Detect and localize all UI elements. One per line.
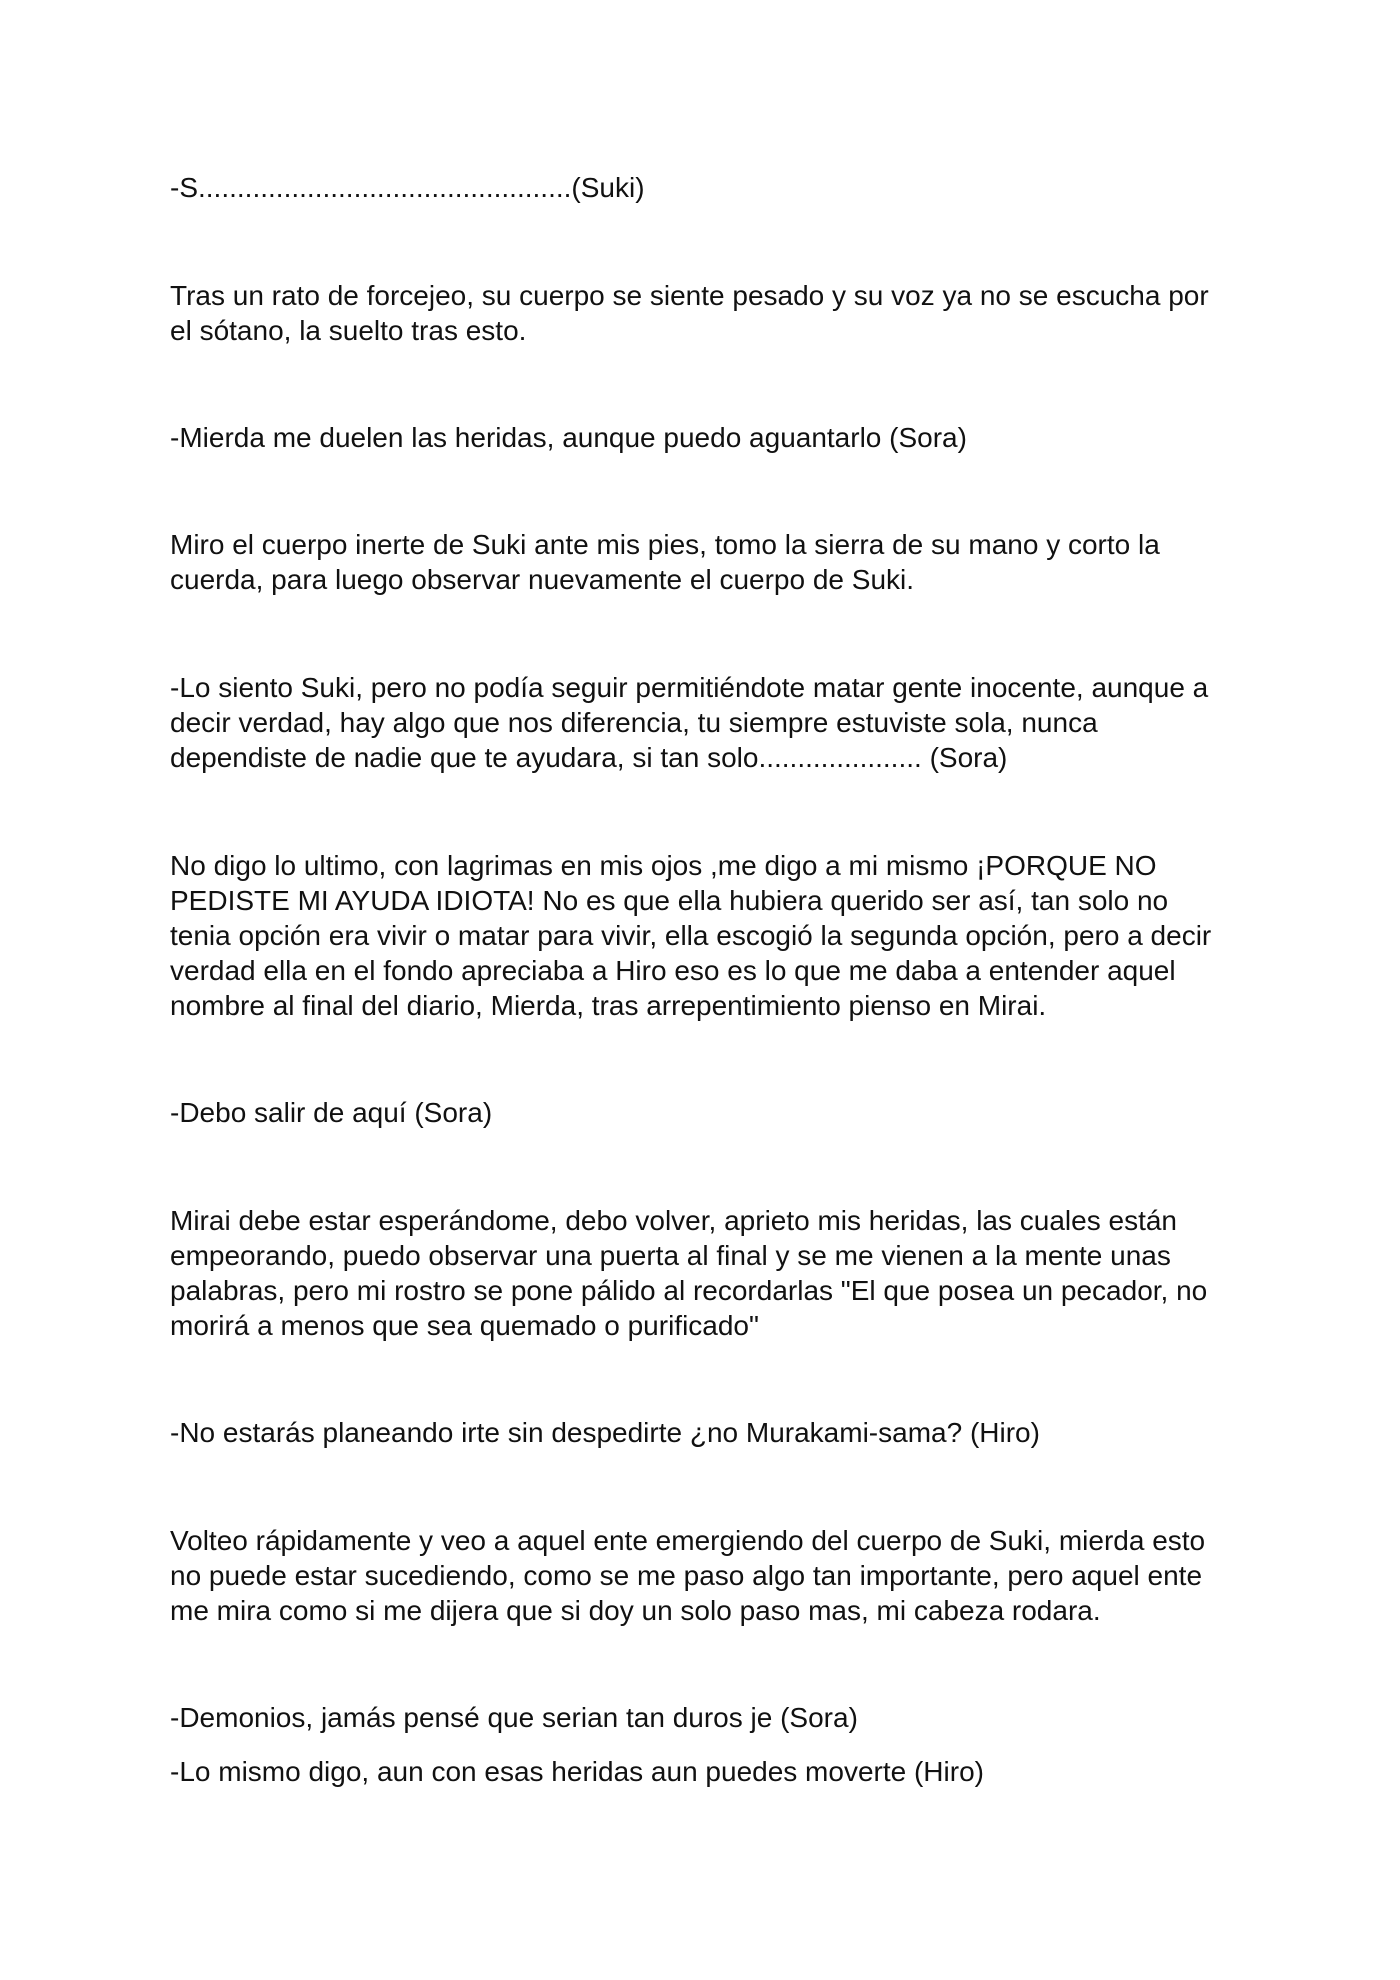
- text-line: -S................................................(Suki): [170, 172, 645, 203]
- text-line: Tras un rato de forcejeo, su cuerpo se siente pesado y su voz ya no se escucha por: [170, 280, 1209, 311]
- text-line: No digo lo ultimo, con lagrimas en mis ojos ,me digo a mi mismo ¡PORQUE NO: [170, 850, 1157, 881]
- text-line: me mira como si me dijera que si doy un solo paso mas, mi cabeza rodara.: [170, 1595, 1101, 1626]
- text-line: -Lo siento Suki, pero no podía seguir permitiéndote matar gente inocente, aunque a: [170, 672, 1209, 703]
- text-line: verdad ella en el fondo apreciaba a Hiro eso es lo que me daba a entender aquel: [170, 955, 1176, 986]
- text-line: cuerda, para luego observar nuevamente el cuerpo de Suki.: [170, 564, 915, 595]
- text-line: Volteo rápidamente y veo a aquel ente emergiendo del cuerpo de Suki, mierda esto: [170, 1525, 1206, 1556]
- text-line: Mirai debe estar esperándome, debo volver, aprieto mis heridas, las cuales están: [170, 1205, 1177, 1236]
- text-line: -Lo mismo digo, aun con esas heridas aun puedes moverte (Hiro): [170, 1756, 984, 1787]
- text-line: el sótano, la suelto tras esto.: [170, 315, 527, 346]
- text-line: PEDISTE MI AYUDA IDIOTA! No es que ella hubiera querido ser así, tan solo no: [170, 885, 1169, 916]
- text-line: -No estarás planeando irte sin despedirte ¿no Murakami-sama? (Hiro): [170, 1417, 1040, 1448]
- text-line: dependiste de nadie que te ayudara, si tan solo..................... (Sora): [170, 742, 1008, 773]
- text-line: palabras, pero mi rostro se pone pálido al recordarlas "El que posea un pecador, no: [170, 1275, 1208, 1306]
- text-line: -Mierda me duelen las heridas, aunque puedo aguantarlo (Sora): [170, 422, 967, 453]
- text-line: empeorando, puedo observar una puerta al final y se me vienen a la mente unas: [170, 1240, 1171, 1271]
- text-line: -Demonios, jamás pensé que serian tan duros je (Sora): [170, 1702, 858, 1733]
- text-line: nombre al final del diario, Mierda, tras arrepentimiento pienso en Mirai.: [170, 990, 1047, 1021]
- text-line: tenia opción era vivir o matar para vivir, ella escogió la segunda opción, pero a decir: [170, 920, 1212, 951]
- text-line: decir verdad, hay algo que nos diferencia, tu siempre estuviste sola, nunca: [170, 707, 1098, 738]
- text-line: no puede estar sucediendo, como se me paso algo tan importante, pero aquel ente: [170, 1560, 1203, 1591]
- text-line: -Debo salir de aquí (Sora): [170, 1097, 493, 1128]
- text-line: Miro el cuerpo inerte de Suki ante mis pies, tomo la sierra de su mano y corto la: [170, 529, 1160, 560]
- text-line: morirá a menos que sea quemado o purificado": [170, 1310, 759, 1341]
